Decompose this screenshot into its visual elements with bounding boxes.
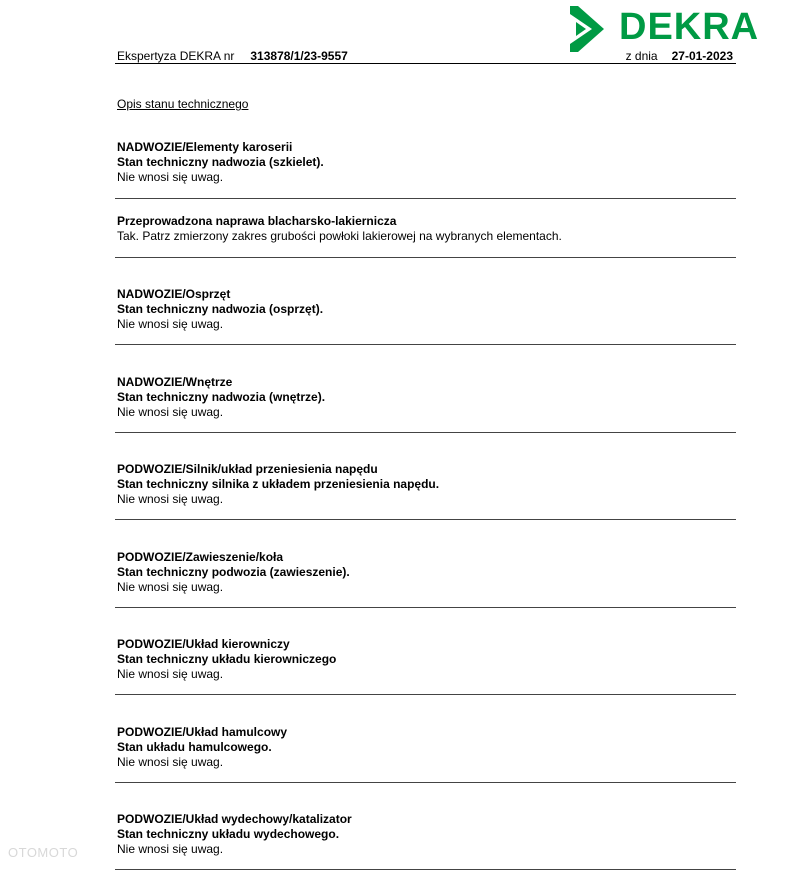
entry-chassis-steering xyxy=(117,637,737,682)
entry-subtitle: Stan techniczny podwozia (zawieszenie). xyxy=(117,565,350,579)
watermark: OTOMOTO xyxy=(8,845,79,860)
entry-chassis-brakes xyxy=(117,725,737,770)
date-group xyxy=(626,49,733,63)
entry-title: NADWOZIE/Osprzęt xyxy=(117,287,231,301)
entry-divider xyxy=(115,198,736,199)
entry-subtitle: Stan techniczny układu wydechowego. xyxy=(117,827,340,841)
entry-text: Nie wnosi się uwag. xyxy=(117,755,224,769)
brand-name: DEKRA xyxy=(619,6,760,48)
entry-text: Nie wnosi się uwag. xyxy=(117,405,224,419)
entry-title: PODWOZIE/Zawieszenie/koła xyxy=(117,550,284,564)
entry-divider xyxy=(115,519,736,520)
entry-text: Nie wnosi się uwag. xyxy=(117,317,224,331)
entry-body-frame xyxy=(117,140,737,185)
entry-body-equipment xyxy=(117,287,737,332)
entry-body-repair xyxy=(117,214,737,244)
entry-divider xyxy=(115,607,736,608)
entry-subtitle: Stan techniczny nadwozia (osprzęt). xyxy=(117,302,324,316)
entry-text: Nie wnosi się uwag. xyxy=(117,842,224,856)
entry-chassis-exhaust xyxy=(117,812,737,857)
entry-divider xyxy=(115,782,736,783)
entry-title: Przeprowadzona naprawa blacharsko-lakiernicza xyxy=(117,214,397,228)
entry-title: NADWOZIE/Wnętrze xyxy=(117,375,233,389)
entry-title: NADWOZIE/Elementy karoserii xyxy=(117,140,293,154)
entry-title: PODWOZIE/Układ wydechowy/katalizator xyxy=(117,812,352,826)
entry-divider xyxy=(115,432,736,433)
entry-title: PODWOZIE/Układ kierowniczy xyxy=(117,637,290,651)
entry-body-interior xyxy=(117,375,737,420)
entry-text: Nie wnosi się uwag. xyxy=(117,580,224,594)
entry-text: Nie wnosi się uwag. xyxy=(117,170,224,184)
entry-subtitle: Stan techniczny układu kierowniczego xyxy=(117,652,337,666)
entry-chassis-engine xyxy=(117,462,737,507)
entry-divider xyxy=(115,694,736,695)
entry-divider xyxy=(115,344,736,345)
document-date: 27-01-2023 xyxy=(671,49,733,63)
section-title: Opis stanu technicznego xyxy=(117,97,249,111)
entry-divider xyxy=(115,869,736,870)
entry-title: PODWOZIE/Silnik/układ przeniesienia napędu xyxy=(117,462,378,476)
expertise-number: 313878/1/23-9557 xyxy=(250,49,348,63)
entry-text: Nie wnosi się uwag. xyxy=(117,667,224,681)
header-divider xyxy=(115,63,736,64)
entry-subtitle: Stan układu hamulcowego. xyxy=(117,740,272,754)
entry-subtitle: Stan techniczny nadwozia (szkielet). xyxy=(117,155,324,169)
entry-subtitle: Stan techniczny nadwozia (wnętrze). xyxy=(117,390,326,404)
expertise-number-group xyxy=(117,49,348,63)
date-label: z dnia xyxy=(625,49,658,63)
entry-chassis-suspension xyxy=(117,550,737,595)
entry-title: PODWOZIE/Układ hamulcowy xyxy=(117,725,288,739)
document-header xyxy=(117,49,735,63)
entry-text: Tak. Patrz zmierzony zakres grubości powłoki lakierowej na wybranych elementach. xyxy=(117,229,562,243)
expertise-label: Ekspertyza DEKRA nr xyxy=(117,49,235,63)
entry-subtitle: Stan techniczny silnika z układem przeniesienia napędu. xyxy=(117,477,440,491)
entry-text: Nie wnosi się uwag. xyxy=(117,492,224,506)
entry-divider xyxy=(115,257,736,258)
